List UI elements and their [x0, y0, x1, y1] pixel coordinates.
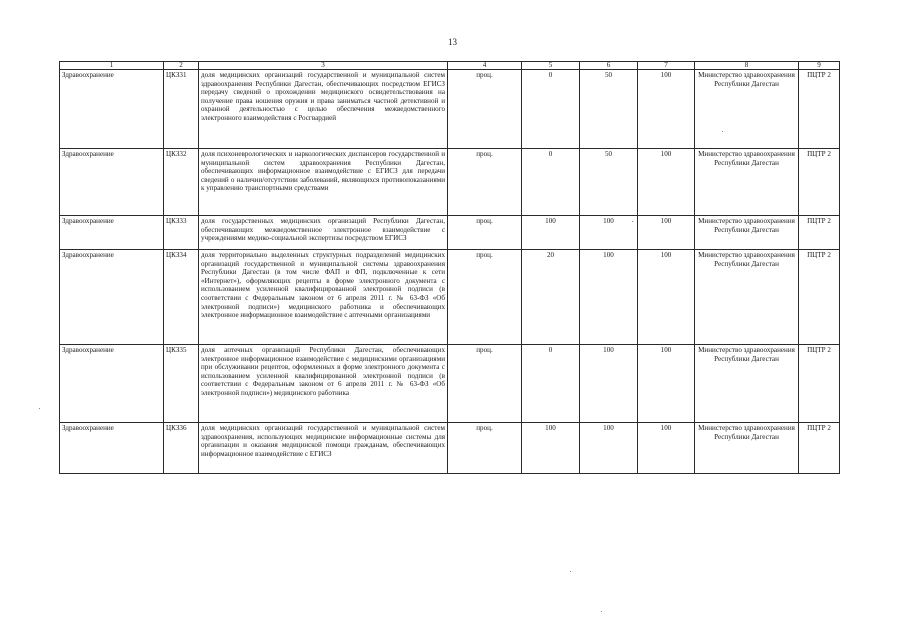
unit-cell: проц.: [448, 70, 522, 149]
program-cell: ПЦТР 2: [799, 345, 840, 423]
program-cell: ПЦТР 2: [799, 250, 840, 345]
column-header: 1: [60, 62, 164, 70]
column-header: 4: [448, 62, 522, 70]
value-col6-cell: 100: [580, 423, 638, 474]
column-header: 8: [695, 62, 799, 70]
column-header: 7: [638, 62, 695, 70]
table-row: [60, 149, 840, 216]
indicator-description-cell: доля психоневрологических и наркологических диспансеров государственной и муниципальной систем здравоохранения Республики Дагестан, обеспечивающих информационное взаимодействие с ЕГИСЗ для передачи сведений о наличии/отсутствии заболеваний, являющихся противопоказаниями к управлению транспортными средствами: [199, 149, 448, 216]
unit-cell: проц.: [448, 345, 522, 423]
indicator-description-cell: доля государственных медицинских организаций Республики Дагестан, обеспечивающих межведомственное электронное взаимодействие с учреждениями медико-социальной экспертизы посредством ЕГИСЗ: [199, 216, 448, 250]
table-header-row: [60, 62, 840, 70]
scan-speck: [601, 611, 602, 612]
table-row: [60, 423, 840, 474]
value-col5-cell: 100: [522, 216, 580, 250]
table-row: [60, 70, 840, 149]
column-header: 5: [522, 62, 580, 70]
value-col7-cell: 100: [638, 149, 695, 216]
indicator-description-cell: доля аптечных организаций Республики Дагестан, обеспечивающих электронное информационное взаимодействие с медицинскими организациями при обслуживании рецептов, оформленных в форме электронного документа с использованием усиленной квалифицированной электронной подписи (в соответствии с Федеральным законом от 6 апреля 2011 г. № 63-ФЗ «Об электронной подписи») медицинского работника: [199, 345, 448, 423]
value-col5-cell: 0: [522, 70, 580, 149]
unit-cell: проц.: [448, 250, 522, 345]
value-col5-cell: 100: [522, 423, 580, 474]
program-cell: ПЦТР 2: [799, 423, 840, 474]
value-col6-cell: 50: [580, 70, 638, 149]
column-header: 6: [580, 62, 638, 70]
unit-cell: проц.: [448, 149, 522, 216]
column-header: 3: [199, 62, 448, 70]
sector-cell: Здравоохранение: [60, 70, 164, 149]
value-col7-cell: 100: [638, 345, 695, 423]
value-col7-cell: 100: [638, 70, 695, 149]
value-col5-cell: 20: [522, 250, 580, 345]
sector-cell: Здравоохранение: [60, 250, 164, 345]
indicator-code-cell: ЦКЗ34: [164, 250, 199, 345]
table-row: [60, 345, 840, 423]
program-cell: ПЦТР 2: [799, 216, 840, 250]
indicator-code-cell: ЦКЗ33: [164, 216, 199, 250]
indicator-code-cell: ЦКЗ32: [164, 149, 199, 216]
sector-cell: Здравоохранение: [60, 345, 164, 423]
table-row: [60, 216, 840, 250]
scan-speck: [39, 408, 40, 409]
indicator-description-cell: доля медицинских организаций государственной и муниципальной систем здравоохранения Республики Дагестан, обеспечивающих посредством ЕГИСЗ передачу сведений о прохождении медицинского освидетельствования на получение права ношения оружия и права заниматься частной детективной и охранной деятельностью с целью обеспечения межведомственного электронного взаимодействия с Росгвардией: [199, 70, 448, 149]
responsible-cell: Министерство здравоохранения Республики Дагестан: [695, 149, 799, 216]
indicator-code-cell: ЦКЗ36: [164, 423, 199, 474]
program-cell: ПЦТР 2: [799, 149, 840, 216]
program-cell: ПЦТР 2: [799, 70, 840, 149]
value-col7-cell: 100: [638, 216, 695, 250]
responsible-cell: Министерство здравоохранения Республики Дагестан: [695, 216, 799, 250]
scan-speck: [632, 221, 633, 222]
indicator-description-cell: доля медицинских организаций государственной и муниципальной систем здравоохранения, использующих медицинские информационные системы для организации и оказания медицинской помощи гражданам, обеспечивающих информационное взаимодействие с ЕГИСЗ: [199, 423, 448, 474]
value-col5-cell: 0: [522, 345, 580, 423]
column-header: 9: [799, 62, 840, 70]
indicator-description-cell: доля территориально выделенных структурных подразделений медицинских организаций государственной и муниципальной системы здравоохранения Республики Дагестан (в том числе ФАП и ФП, подключенные к сети «Интернет»), оформляющих рецепты в форме электронного документа с использованием усиленной квалифицированной электронной подписи (в соответствии с Федеральным законом от 6 апреля 2011 г. № 63-ФЗ «Об электронной подписи») медицинского работника и обеспечивающих электронное информационное взаимодействие с аптечными организациями: [199, 250, 448, 345]
value-col5-cell: 0: [522, 149, 580, 216]
table-row: [60, 250, 840, 345]
responsible-cell: Министерство здравоохранения Республики Дагестан: [695, 345, 799, 423]
value-col6-cell: 100: [580, 216, 638, 250]
value-col6-cell: 100: [580, 250, 638, 345]
value-col7-cell: 100: [638, 250, 695, 345]
value-col6-cell: 100: [580, 345, 638, 423]
indicator-code-cell: ЦКЗ31: [164, 70, 199, 149]
responsible-cell: Министерство здравоохранения Республики Дагестан: [695, 70, 799, 149]
scan-speck: [570, 571, 571, 572]
sector-cell: Здравоохранение: [60, 149, 164, 216]
responsible-cell: Министерство здравоохранения Республики Дагестан: [695, 423, 799, 474]
sector-cell: Здравоохранение: [60, 423, 164, 474]
indicator-code-cell: ЦКЗ35: [164, 345, 199, 423]
page-number: 13: [448, 37, 457, 47]
indicators-table: [59, 61, 840, 474]
unit-cell: проц.: [448, 423, 522, 474]
responsible-cell: Министерство здравоохранения Республики Дагестан: [695, 250, 799, 345]
value-col7-cell: 100: [638, 423, 695, 474]
scan-speck: [722, 131, 723, 132]
column-header: 2: [164, 62, 199, 70]
sector-cell: Здравоохранение: [60, 216, 164, 250]
value-col6-cell: 50: [580, 149, 638, 216]
unit-cell: проц.: [448, 216, 522, 250]
